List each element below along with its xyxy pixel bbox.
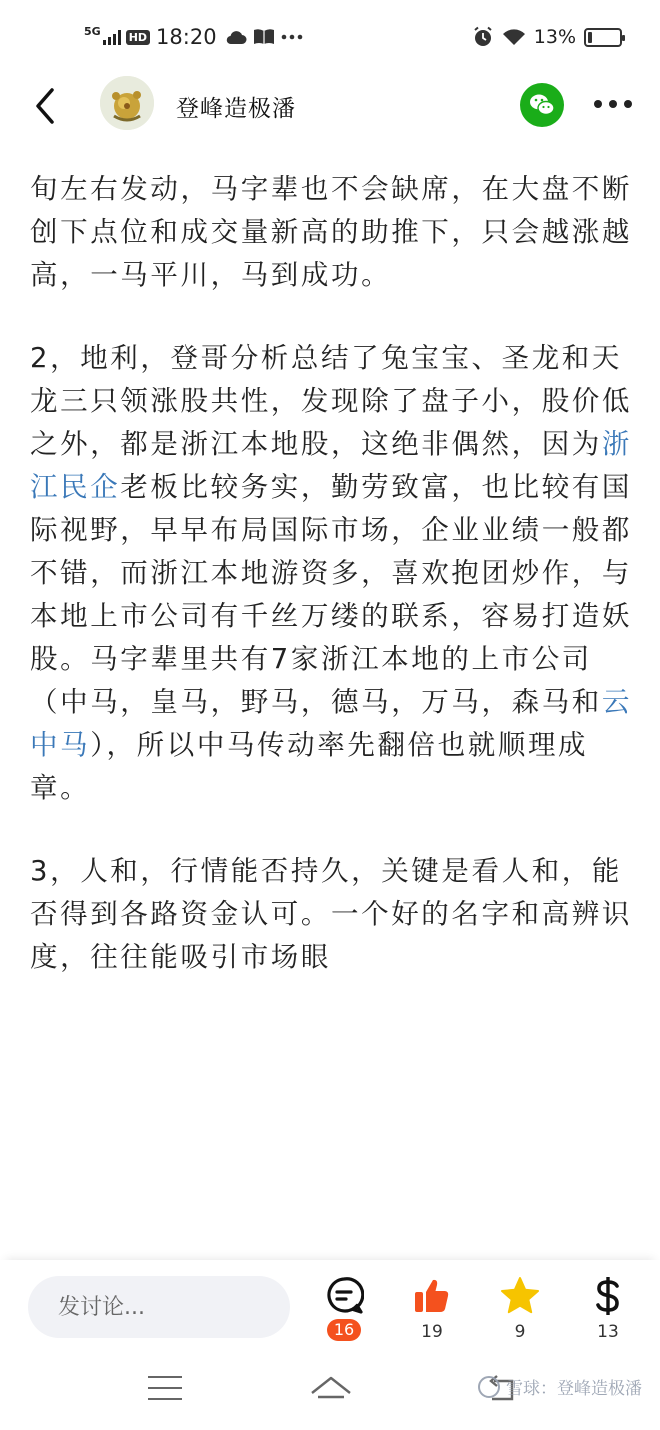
watermark: [478, 1374, 642, 1399]
battery-icon: [584, 28, 622, 47]
back-arrow-icon[interactable]: [30, 86, 62, 126]
status-time: 18:20: [156, 25, 217, 49]
paragraph-text: ），所以中马传动率先翻倍也就顺理成章。: [30, 729, 589, 804]
nav-home-icon[interactable]: [309, 1373, 353, 1407]
watermark-text: 雪球：登峰造极潘: [506, 1379, 642, 1399]
author-name[interactable]: 登峰造极潘: [176, 96, 296, 122]
more-dot-icon: [609, 100, 617, 108]
status-right: [472, 20, 622, 54]
more-options-button[interactable]: [594, 92, 632, 116]
wechat-icon: [520, 83, 564, 127]
article-paragraph: [30, 337, 634, 810]
article-body: [30, 140, 634, 1260]
author-avatar[interactable]: [100, 76, 154, 130]
nav-menu-icon[interactable]: [148, 1376, 182, 1402]
paragraph-text: 旬左右发动，马字辈也不会缺席，在大盘不断创下点位和成交量新高的助推下，只会越涨越高，一马平川，马到成功。: [30, 173, 632, 291]
stock-link[interactable]: 浙江民企: [30, 428, 633, 503]
action-bar: [0, 1260, 660, 1355]
like-button[interactable]: [402, 1276, 462, 1351]
wechat-share-button[interactable]: [520, 83, 564, 127]
status-bar: [0, 0, 660, 70]
network-type: 5G: [84, 24, 101, 38]
avatar-image-icon: [100, 76, 154, 130]
more-notifications-icon: [281, 34, 303, 40]
signal-icon: [103, 29, 121, 45]
reward-count: 13: [597, 1322, 619, 1342]
book-icon: [253, 28, 275, 46]
alarm-icon: [472, 26, 494, 48]
more-dot-icon: [594, 100, 602, 108]
comment-input[interactable]: [28, 1276, 290, 1338]
star-icon: [499, 1276, 541, 1316]
more-dot-icon: [624, 100, 632, 108]
stock-link[interactable]: 云中马: [30, 686, 633, 761]
battery-fill: [588, 32, 592, 43]
comment-button[interactable]: [314, 1276, 374, 1351]
article-paragraph: [30, 168, 634, 297]
comment-count-badge: 16: [327, 1319, 361, 1341]
article-paragraph: [30, 850, 634, 979]
article-header: [0, 70, 660, 140]
battery-percent: 13%: [533, 26, 576, 48]
comment-icon: [324, 1276, 364, 1316]
wifi-icon: [502, 28, 526, 46]
hd-badge: HD: [126, 30, 150, 45]
paragraph-text: 老板比较务实，勤劳致富，也比较有国际视野，早早布局国际市场，企业业绩一般都不错，而浙江本地游资多，喜欢抱团炒作，与本地上市公司有千丝万缕的联系，容易打造妖股。马字辈里共有7家浙江本地的上市公司（中马，皇马，野马，德马，万马，森马和: [30, 471, 633, 718]
reward-button[interactable]: [578, 1276, 638, 1351]
status-left: [84, 20, 303, 54]
thumbs-up-icon: [412, 1276, 452, 1316]
favorite-count: 9: [514, 1322, 526, 1342]
favorite-button[interactable]: [490, 1276, 550, 1351]
paragraph-text: 2，地利，登哥分析总结了兔宝宝、圣龙和天龙三只领涨股共性，发现除了盘子小，股价低之外，都是浙江本地股，这绝非偶然，因为: [30, 342, 632, 460]
cloud-icon: [225, 29, 247, 45]
dollar-icon: [588, 1276, 628, 1316]
paragraph-text: 3，人和，行情能否持久，关键是看人和，能否得到各路资金认可。一个好的名字和高辨识度，往往能吸引市场眼: [30, 855, 632, 973]
system-nav-bar: [0, 1355, 660, 1430]
snowball-logo-icon: [478, 1376, 500, 1398]
like-count: 19: [421, 1322, 443, 1342]
